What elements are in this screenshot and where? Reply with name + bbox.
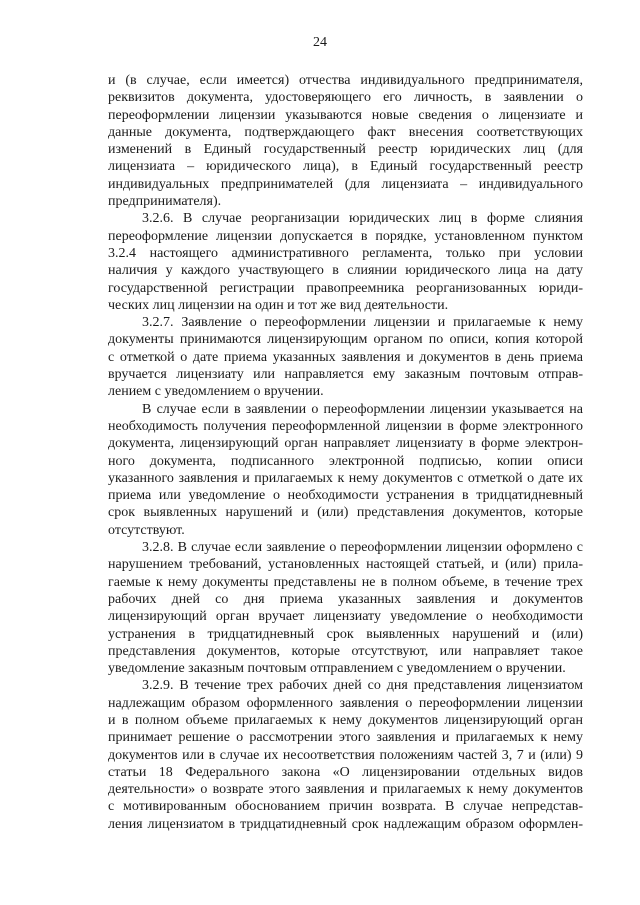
text-line: предпринимателя). — [108, 194, 222, 210]
text-line: 3.2.7. Заявление о переоформлении лицензии и прилагаемые к нему — [142, 315, 583, 331]
text-line: гаемые к нему документы представлены не в полном объеме, в течение трех — [108, 574, 583, 590]
text-line: необходимость получения переоформленной лицензии в форме электронного — [108, 418, 583, 434]
paragraph-electronic — [108, 401, 583, 539]
text-line: В случае если в заявлении о переоформлении лицензии указывается на — [142, 401, 583, 417]
paragraph-3-2-6 — [108, 210, 583, 314]
text-line: с отметкой о дате приема указанных заявления и документов в день приема — [108, 349, 583, 365]
text-line: документа, лицензирующий орган направляет лицензиату в форме электрон- — [108, 436, 583, 452]
paragraph-continuation — [108, 72, 583, 210]
text-line: лением с уведомлением о вручении. — [108, 384, 324, 400]
text-line: государственной регистрации правопреемника реорганизованных юриди- — [108, 280, 583, 296]
text-line: индивидуальных предпринимателей (для лицензиата – индивидуального — [108, 176, 583, 192]
text-line: надлежащим образом оформленного заявления о переоформлении лицензии — [108, 695, 583, 711]
text-line: лицензиата – юридического лица), в Единый государственный реестр — [108, 159, 583, 175]
text-line: документов или в случае их несоответствия положениям частей 3, 7 и (или) 9 — [108, 747, 583, 763]
text-line: реквизитов документа, удостоверяющего его личность, в заявлении о — [108, 90, 583, 106]
text-line: наличия у каждого участвующего в слиянии юридического лица на дату — [108, 263, 583, 279]
text-line: рабочих дней со дня приема указанных заявления и документов — [108, 591, 583, 607]
text-line: деятельности» о возврате этого заявления и прилагаемых к нему документов — [108, 782, 583, 798]
text-line: устранения в тридцатидневный срок выявленных нарушений и (или) — [108, 626, 583, 642]
text-line: указанного заявления и прилагаемых к нему документов с отметкой о дате их — [108, 470, 583, 486]
paragraph-3-2-9 — [108, 677, 583, 833]
text-line: нарушением требований, установленных настоящей статьей, и (или) прила- — [108, 557, 583, 573]
text-line: документы принимаются лицензирующим органом по описи, копия которой — [108, 332, 583, 348]
text-line: 3.2.8. В случае если заявление о переоформлении лицензии оформлено с — [142, 540, 583, 556]
text-line: переоформлении лицензии указываются новые сведения о лицензиате и — [108, 107, 583, 123]
text-line: 3.2.4 настоящего административного регламента, только при условии — [108, 245, 583, 261]
text-line: ления лицензиатом в тридцатидневный срок надлежащим образом оформлен- — [108, 816, 583, 832]
text-line: переоформление лицензии допускается в порядке, установленном пунктом — [108, 228, 583, 244]
text-line: изменений в Единый государственный реестр юридических лиц (для — [108, 142, 583, 158]
text-line: с мотивированным обоснованием причин возврата. В случае непредстав- — [108, 799, 583, 815]
text-line: принимает решение о рассмотрении этого заявления и прилагаемых к нему — [108, 730, 583, 746]
text-line: срок выявленных нарушений и (или) представления документов, которые — [108, 505, 583, 521]
text-line: уведомление заказным почтовым отправлением с уведомлением о вручении. — [108, 661, 566, 677]
paragraph-3-2-7 — [108, 314, 583, 400]
text-line: лицензирующий орган вручает лицензиату уведомление о необходимости — [108, 609, 583, 625]
page-number: 24 — [313, 35, 327, 50]
text-line: ческих лиц лицензии на один и тот же вид деятельности. — [108, 297, 449, 313]
text-line: и в полном объеме прилагаемых к нему документов лицензирующий орган — [108, 712, 583, 728]
text-line: статьи 18 Федерального закона «О лицензировании отдельных видов — [108, 764, 583, 780]
text-line: отсутствуют. — [108, 522, 185, 538]
text-line: 3.2.6. В случае реорганизации юридических лиц в форме слияния — [142, 211, 583, 227]
text-line: 3.2.9. В течение трех рабочих дней со дня представления лицензиатом — [142, 678, 583, 694]
text-line: и (в случае, если имеется) отчества индивидуального предпринимателя, — [108, 73, 583, 88]
text-line: вручается лицензиату или направляется ему заказным почтовым отправ- — [108, 367, 583, 383]
text-line: приема или уведомление о необходимости устранения в тридцатидневный — [108, 488, 583, 504]
text-line: данные документа, подтверждающего факт внесения соответствующих — [108, 124, 583, 140]
document-body — [108, 72, 583, 833]
paragraph-3-2-8 — [108, 539, 583, 677]
text-line: представления документов, которые отсутствуют, или направляет такое — [108, 643, 583, 659]
text-line: ного документа, подписанного электронной подписью, копии описи — [108, 453, 583, 469]
